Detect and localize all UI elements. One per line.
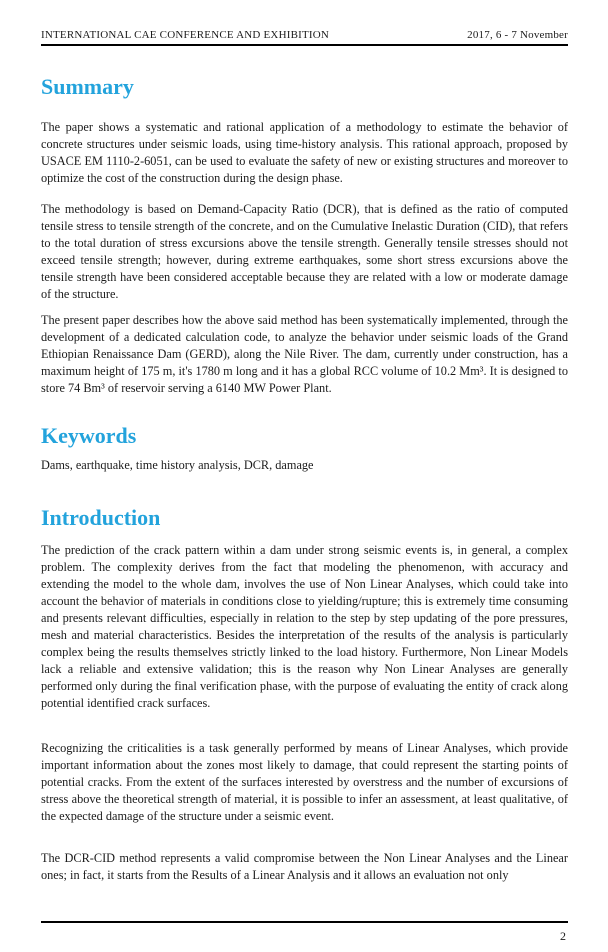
section-title-introduction: Introduction [41, 505, 161, 530]
page-number: 2 [560, 929, 566, 943]
introduction-paragraph-3: The DCR-CID method represents a valid compromise between the Non Linear Analyses and the Linear ones; in fact, it starts from the Results of a Linear Analysis and it allows an evaluation not only [41, 851, 568, 882]
header-date: 2017, 6 - 7 November [467, 29, 568, 41]
introduction-paragraph-1: The prediction of the crack pattern within a dam under strong seismic events is, in general, a complex problem. The complexity derives from the fact that modeling the phenomenon, with accuracy and extending the model to the whole dam, involves the use of Non Linear Analyses, which could take into account the behavior of materials in conditions close to yielding/rupture; this is extremely time consuming and presents relevant difficulties, especially in relation to the step by step updating of the pore pressures, mesh and material characteristics. Besides the interpretation of the results of the analysis is particularly complex being the results themselves strictly linked to the load history. Furthermore, Non Linear Models lack a reliable and extensive validation; this is the reason why Non Linear Analyses are generally performed only during the final verification phase, with the purpose of evaluating the entity of crack along potential identified crack surfaces. [41, 543, 568, 710]
page-content [41, 46, 568, 884]
summary-paragraph-3: The present paper describes how the above said method has been systematically implemented, through the development of a dedicated calculation code, to analyze the behavior under seismic loads of the Grand Ethiopian Renaissance Dam (GERD), along the Nile River. The dam, currently under construction, has a maximum height of 175 m, it's 1780 m long and it has a global RCC volume of 10.2 Mm³. It is designed to store 74 Bm³ of reservoir serving a 6140 MW Power Plant. [41, 313, 568, 395]
section-title-keywords: Keywords [41, 423, 137, 448]
summary-paragraph-2: The methodology is based on Demand-Capacity Ratio (DCR), that is defined as the ratio of computed tensile stress to tensile strength of the concrete, and on the Cumulative Inelastic Duration (CID), that refers to the total duration of stress excursions above the tensile strength. Generally tensile stresses should not exceed tensile strength; however, during extreme earthquakes, some short stress excursions above the tensile strength have been considered acceptable because they are related with a low or moderate damage of the structure. [41, 202, 568, 301]
introduction-paragraph-2: Recognizing the criticalities is a task generally performed by means of Linear Analyses, which provide important information about the zones most likely to damage, that could represent the starting points of potential cracks. From the extent of the surfaces interested by overstress and the number of excursions of stress above the theoretical strength of material, it is possible to infer an assessment, at least qualitative, of the expected damage of the structure under a seismic event. [41, 741, 568, 823]
keywords-text: Dams, earthquake, time history analysis, DCR, damage [41, 458, 314, 472]
section-title-summary: Summary [41, 74, 134, 99]
page-footer [41, 921, 568, 943]
page-header [41, 28, 568, 46]
header-conference-title: INTERNATIONAL CAE CONFERENCE AND EXHIBITION [41, 29, 330, 41]
summary-paragraph-1: The paper shows a systematic and rational application of a methodology to estimate the behavior of concrete structures under seismic loads, using time-history analysis. This rational approach, proposed by USACE EM 1110-2-6051, can be used to evaluate the safety of new or existing structures and moreover to optimize the cost of the construction during the design phase. [41, 120, 568, 185]
